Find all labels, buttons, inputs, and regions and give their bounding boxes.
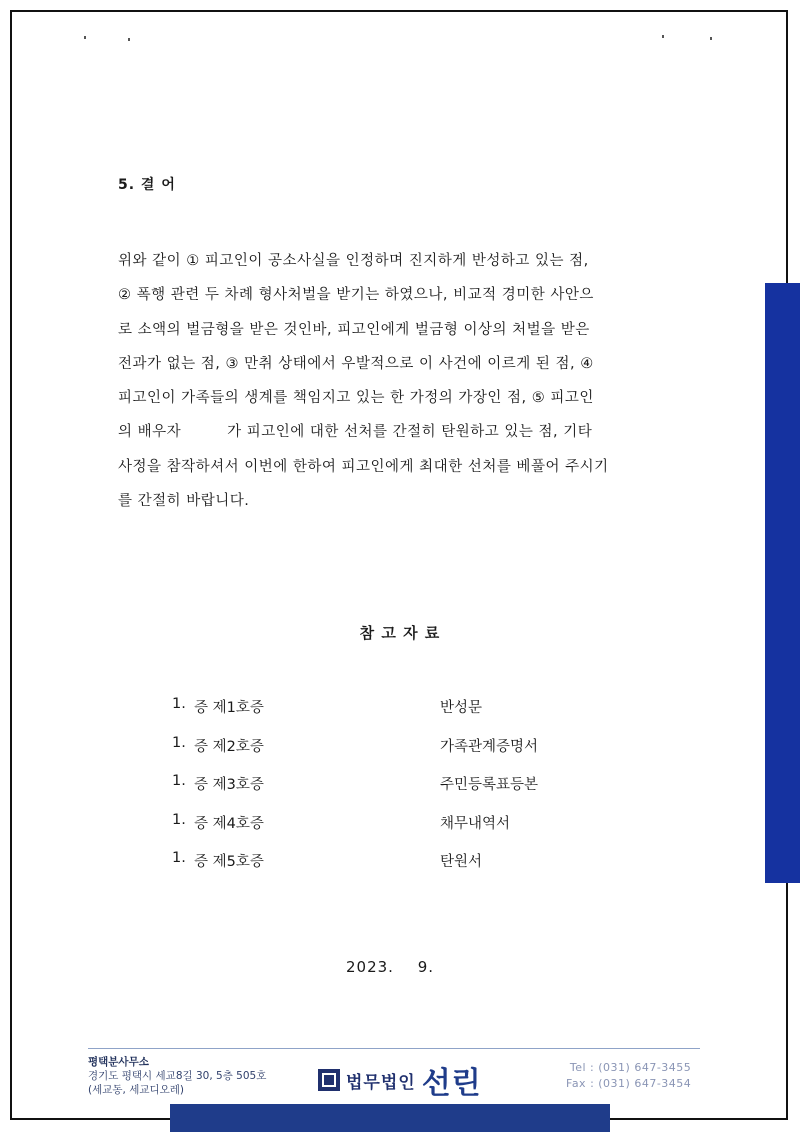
reference-name: 주민등록표등본 xyxy=(440,777,539,793)
tel-number: Tel : (031) 647-3455 xyxy=(569,1061,692,1074)
references-list xyxy=(172,696,538,889)
side-blue-bar xyxy=(765,283,800,883)
conclusion-paragraph xyxy=(118,244,690,518)
reference-item xyxy=(172,812,538,851)
paragraph-line: 를 간절히 바랍니다. xyxy=(118,493,250,510)
reference-number: 1. xyxy=(172,811,186,828)
date-month: 9. xyxy=(417,958,435,976)
firm-logo xyxy=(318,1058,482,1102)
reference-name: 채무내역서 xyxy=(440,815,511,832)
reference-item xyxy=(172,850,538,889)
office-address-detail: (세교동, 세교디오레) xyxy=(88,1084,185,1096)
reference-evidence: 증 제1호증 xyxy=(194,700,264,716)
reference-name: 반성문 xyxy=(440,700,483,716)
office-info xyxy=(88,1055,266,1097)
document-date xyxy=(346,958,452,976)
scan-speck xyxy=(710,37,712,40)
reference-name: 탄원서 xyxy=(440,854,483,870)
firm-emblem-icon xyxy=(318,1069,340,1091)
reference-evidence: 증 제5호증 xyxy=(194,854,264,870)
reference-number: 1. xyxy=(172,734,186,751)
contact-info xyxy=(566,1060,691,1092)
reference-evidence: 증 제2호증 xyxy=(194,738,264,755)
reference-number: 1. xyxy=(172,696,186,712)
scan-speck xyxy=(128,38,130,41)
office-title: 평택분사무소 xyxy=(88,1056,149,1068)
firm-label: 법무법인 xyxy=(346,1072,416,1093)
bottom-blue-bar xyxy=(170,1104,610,1132)
reference-evidence: 증 제3호증 xyxy=(194,777,264,793)
fax-number: Fax : (031) 647-3454 xyxy=(566,1077,692,1090)
reference-number: 1. xyxy=(172,773,186,789)
paragraph-line: 전과가 없는 점, ③ 만취 상태에서 우발적으로 이 사건에 이르게 된 점, ④ xyxy=(118,355,594,372)
reference-item xyxy=(172,735,538,774)
scan-speck xyxy=(84,36,86,39)
paragraph-line: 의 배우자 가 피고인에 대한 선처를 간절히 탄원하고 있는 점, 기타 xyxy=(118,424,593,441)
firm-name: 선린 xyxy=(421,1066,482,1101)
date-year: 2023. xyxy=(346,958,394,976)
reference-name: 가족관계증명서 xyxy=(440,738,539,755)
paragraph-line: 위와 같이 ① 피고인이 공소사실을 인정하며 진지하게 반성하고 있는 점, xyxy=(118,253,589,269)
section-heading: 5. 결 어 xyxy=(118,177,176,193)
reference-number: 1. xyxy=(172,850,186,866)
office-address: 경기도 평택시 세교8길 30, 5층 505호 xyxy=(88,1070,267,1082)
reference-item xyxy=(172,773,538,812)
footer-divider xyxy=(88,1048,700,1049)
reference-evidence: 증 제4호증 xyxy=(194,815,264,832)
paragraph-line: 피고인이 가족들의 생계를 책임지고 있는 한 가정의 가장인 점, ⑤ 피고인 xyxy=(118,390,594,407)
scan-speck xyxy=(662,35,664,38)
references-title: 참 고 자 료 xyxy=(359,624,441,642)
paragraph-line: ② 폭행 관련 두 차례 형사처벌을 받기는 하였으나, 비교적 경미한 사안으 xyxy=(118,287,594,304)
paragraph-line: 로 소액의 벌금형을 받은 것인바, 피고인에게 벌금형 이상의 처벌을 받은 xyxy=(118,321,590,338)
reference-item xyxy=(172,696,538,735)
paragraph-line: 사정을 참작하셔서 이번에 한하여 피고인에게 최대한 선처를 베풀어 주시기 xyxy=(118,458,609,475)
